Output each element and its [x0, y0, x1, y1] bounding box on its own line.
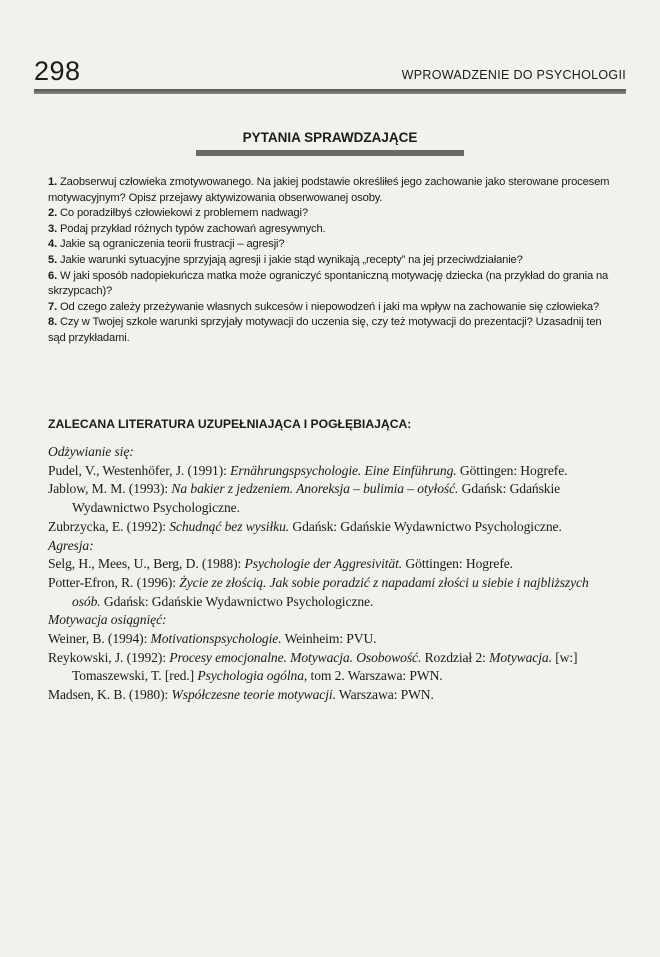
question-text: Jakie są ograniczenia teorii frustracji – agresji? [60, 238, 285, 251]
reference-title: Życie ze złością. Jak sobie poradzić z napadami złości u siebie i najbliższych osób. [72, 574, 589, 609]
question-number: 6. [48, 269, 58, 282]
reference-publisher: Göttingen: Hogrefe. [402, 556, 513, 572]
reference-authors: Selg, H., Mees, U., Berg, D. (1988): [48, 556, 245, 572]
question-number: 2. [48, 207, 58, 220]
questions-title: PYTANIA SPRAWDZAJĄCE [242, 130, 418, 145]
reference-publisher: Gdańsk: Gdańskie Wydawnictwo Psychologiczne. [72, 481, 561, 516]
reference-publisher: Rozdział 2: [421, 649, 490, 665]
question-text: Jakie warunki sytuacyjne sprzyjają agresji i jakie stąd wynikają „recepty” na jej przeciwdziałanie? [60, 253, 523, 266]
question-text: Co poradziłbyś człowiekowi z problemem nadwagi? [60, 207, 308, 220]
question-number: 7. [48, 300, 58, 313]
questions-list [48, 175, 616, 347]
question-item [48, 206, 616, 222]
literature-heading: ZALECANA LITERATURA UZUPEŁNIAJĄCA I POGŁĘBIAJĄCA: [48, 417, 412, 431]
reference-in: [w:] Tomaszewski, T. [red.] [72, 649, 578, 684]
question-item [48, 269, 616, 300]
reference-publisher: Gdańsk: Gdańskie Wydawnictwo Psychologiczne. [289, 518, 562, 534]
reference-item [48, 555, 618, 574]
reference-authors: Weiner, B. (1994): [48, 631, 151, 647]
reference-title: Ernährungspsychologie. Eine Einführung. [230, 462, 457, 478]
question-number: 3. [48, 222, 58, 235]
question-item [48, 253, 616, 269]
question-text: Podaj przykład różnych typów zachowań agresywnych. [60, 222, 326, 235]
question-text: W jaki sposób nadopiekuńcza matka może ograniczyć spontaniczną motywację dziecka (na przykład do grania na skrzypcach)? [48, 269, 609, 298]
literature-subheading: Agresja: [48, 537, 94, 553]
reference-authors: Zubrzycka, E. (1992): [48, 518, 170, 534]
literature-subheading: Odżywianie się: [48, 444, 134, 459]
question-number: 1. [48, 176, 58, 188]
reference-title: Psychologie der Aggresivität. [244, 556, 403, 572]
reference-item [48, 686, 618, 705]
reference-authors: Pudel, V., Westenhöfer, J. (1991): [48, 462, 231, 478]
header-rule [34, 89, 626, 94]
page-number: 298 [34, 56, 81, 86]
question-text: Od czego zależy przeżywanie własnych sukcesów i niepowodzeń i jaki ma wpływ na zachowanie się człowieka? [60, 300, 600, 313]
question-item [48, 222, 616, 238]
reference-authors: Reykowski, J. (1992): [48, 649, 170, 665]
reference-item [48, 462, 618, 481]
reference-publisher: Gdańsk: Gdańskie Wydawnictwo Psychologiczne. [100, 593, 374, 609]
reference-publisher: Warszawa: PWN. [335, 687, 434, 703]
reference-chapter-title: Motywacja. [489, 649, 552, 665]
reference-book-title: Psychologia ogólna, [197, 668, 308, 684]
reference-title: Na bakier z jedzeniem. Anoreksja – bulimia – otyłość. [171, 481, 459, 497]
reference-title: Procesy emocjonalne. Motywacja. Osobowość. [169, 649, 422, 665]
reference-item [48, 630, 618, 649]
reference-volume: tom 2. Warszawa: PWN. [307, 668, 443, 684]
question-item [48, 300, 616, 316]
reference-authors: Jablow, M. M. (1993): [48, 481, 172, 497]
reference-publisher: Göttingen: Hogrefe. [456, 462, 568, 478]
question-number: 5. [48, 253, 58, 266]
reference-publisher: Weinheim: PVU. [281, 631, 377, 647]
reference-item [48, 649, 618, 686]
question-item [48, 175, 616, 206]
reference-item [48, 480, 618, 517]
reference-authors: Madsen, K. B. (1980): [48, 687, 172, 703]
reference-title: Motivationspsychologie. [150, 631, 282, 647]
reference-authors: Potter-Efron, R. (1996): [48, 574, 180, 590]
question-number: 4. [48, 238, 58, 251]
reference-item [48, 518, 618, 537]
reference-title: Współczesne teorie motywacji. [171, 687, 336, 703]
reference-title: Schudnąć bez wysiłku. [169, 518, 290, 534]
running-head: WPROWADZENIE DO PSYCHOLOGII [401, 68, 626, 82]
literature-list [48, 443, 618, 705]
literature-subheading: Motywacja osiągnięć: [48, 612, 167, 628]
question-item [48, 315, 616, 346]
question-text: Zaobserwuj człowieka zmotywowanego. Na jakiej podstawie określiłeś jego zachowanie jako sterowane procesem motywacyjnym? Opisz przejawy aktywizowania obserwowanej osoby. [48, 176, 610, 204]
reference-item [48, 574, 618, 611]
question-text: Czy w Twojej szkole warunki sprzyjały motywacji do uczenia się, czy też motywacji do prezentacji? Uzasadnij ten sąd przykładami. [48, 316, 602, 344]
questions-title-band [196, 150, 464, 156]
question-number: 8. [48, 316, 58, 329]
question-item [48, 237, 616, 253]
